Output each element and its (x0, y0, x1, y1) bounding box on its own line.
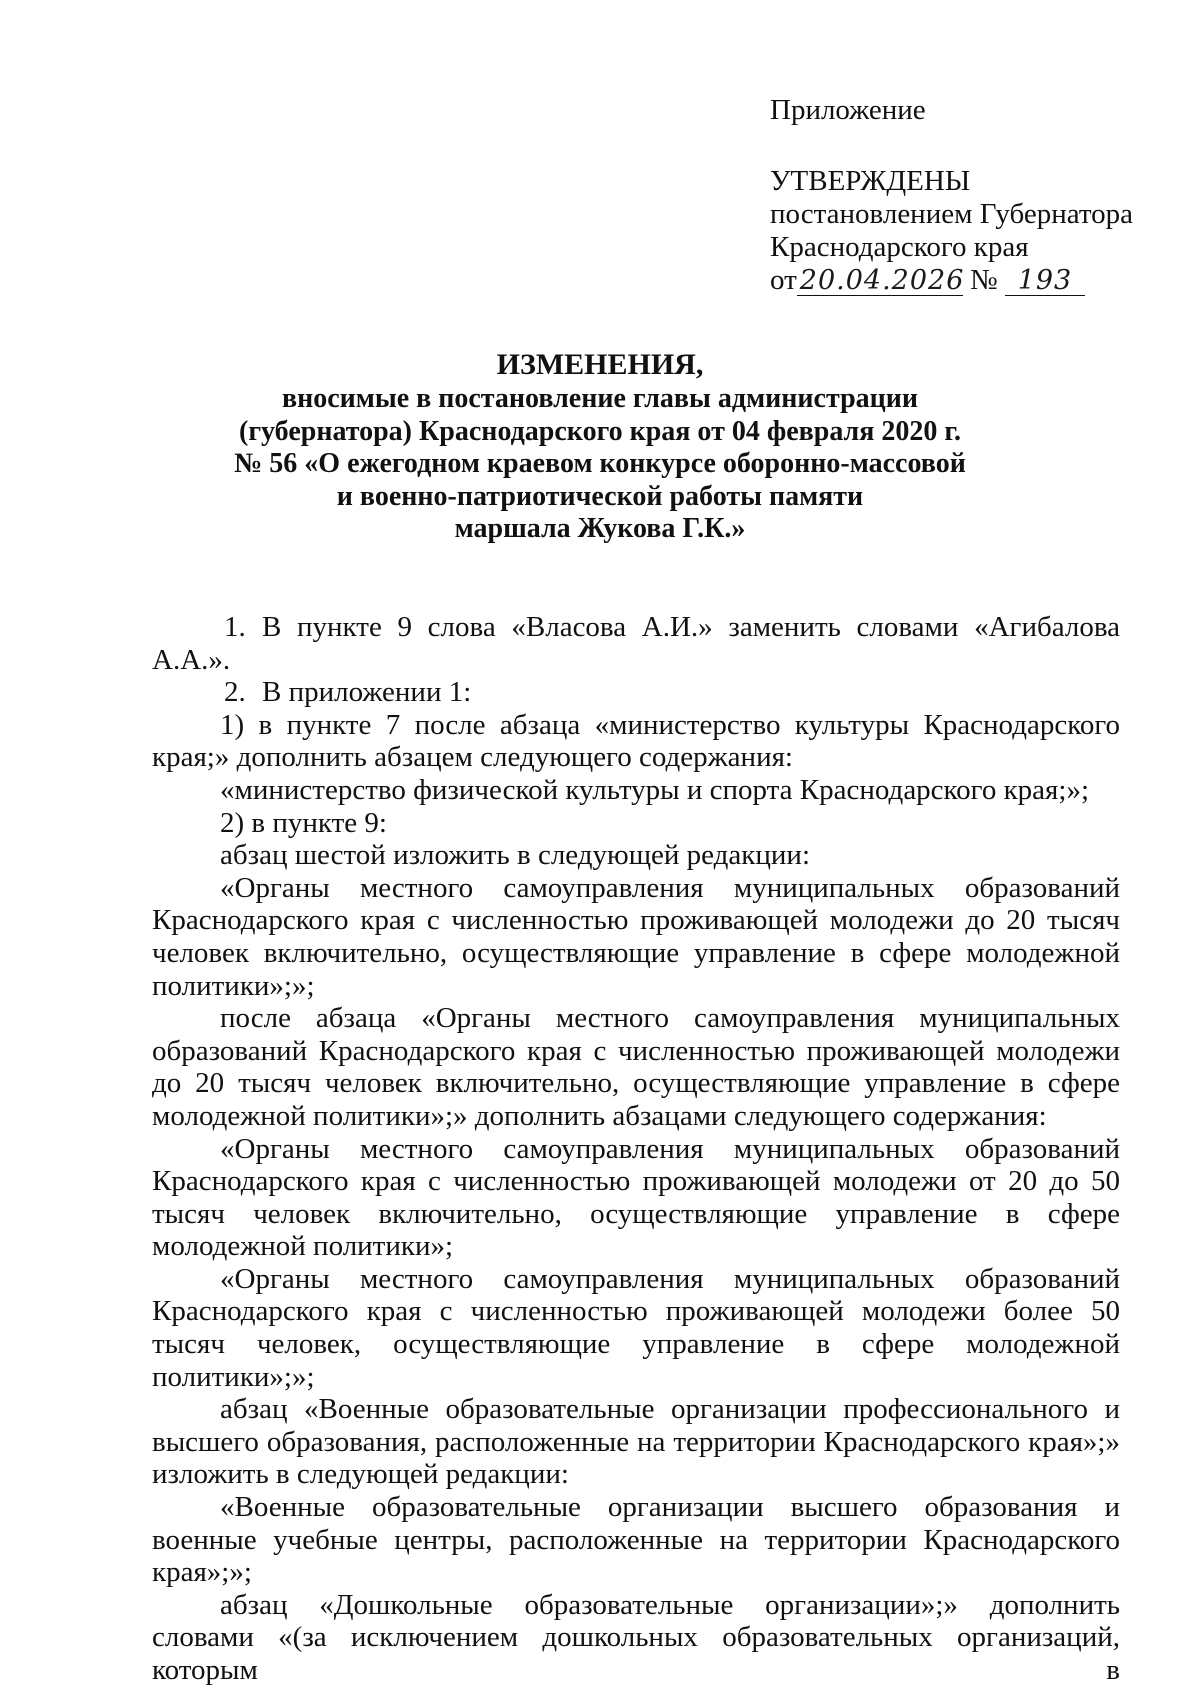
appendix-label: Приложение (770, 94, 926, 126)
document-title (130, 347, 1070, 546)
number-prefix: № (970, 264, 998, 296)
paragraph: «Военные образовательные организации высшего образования и военные учебные центры, расположенные на территории Краснодарского края»;»; (152, 1491, 1120, 1589)
paragraph: «министерство физической культуры и спорта Краснодарского края;»; (220, 773, 1090, 806)
title-line: и военно-патриотической работы памяти (336, 480, 864, 512)
list-item-number: 2. (224, 676, 246, 709)
date-number-line (770, 264, 1170, 297)
date-prefix: от (770, 264, 797, 296)
approved-region-line: Краснодарского края (770, 231, 1029, 263)
paragraph: 1) в пункте 7 после абзаца «министерство культуры Краснодарского края;» дополнить абзацем следующего содержания: (152, 708, 1120, 774)
approved-by-line: постановлением Губернатора (770, 198, 1134, 230)
list-item-number: 1. (224, 611, 246, 643)
title-heading: ИЗМЕНЕНИЯ, (496, 348, 704, 381)
paragraph: «Органы местного самоуправления муниципальных образований Краснодарского края с численностью проживающей молодежи от 20 до 50 тысяч человек включительно, осуществляющие управление в сфере молодежной политики»; (152, 1132, 1120, 1263)
paragraph: «Органы местного самоуправления муниципальных образований Краснодарского края с численностью проживающей молодежи до 20 тысяч человек включительно, осуществляющие управление в сфере молодежной политики»;»; (152, 871, 1120, 1002)
paragraph: абзац шестой изложить в следующей редакции: (220, 839, 810, 872)
paragraph: после абзаца «Органы местного самоуправления муниципальных образований Краснодарского края с численностью проживающей молодежи до 20 тысяч человек включительно, осуществляющие управление в сфере молодежной политики»;» дополнить абзацами следующего содержания: (152, 1002, 1120, 1132)
title-line: (губернатора) Краснодарского края от 04 февраля 2020 г. (239, 415, 961, 447)
title-line: вносимые в постановление главы администрации (281, 383, 919, 414)
paragraph: абзац «Военные образовательные организации профессионального и высшего образования, расположенные на территории Краснодарского края»;» изложить в следующей редакции: (152, 1393, 1120, 1491)
handwritten-number: 193 (1005, 267, 1085, 296)
approved-label: УТВЕРЖДЕНЫ (770, 165, 971, 197)
title-line: № 56 «О ежегодном краевом конкурсе оборонно-массовой (234, 448, 966, 479)
approval-header (770, 94, 1170, 297)
title-line: маршала Жукова Г.К.» (454, 513, 746, 544)
paragraph: 2) в пункте 9: (220, 806, 387, 839)
list-item-text: В пункте 9 слова «Власова А.И.» заменить словами «Агибалова А.А.». (152, 611, 1120, 676)
paragraph: «Органы местного самоуправления муниципальных образований Краснодарского края с численностью проживающей молодежи более 50 тысяч человек, осуществляющие управление в сфере молодежной политики»;»; (152, 1262, 1120, 1393)
document-body (152, 611, 1120, 1687)
paragraph: абзац «Дошкольные образовательные организации»;» дополнить словами «(за исключением дошкольных образовательных организаций, которым в (152, 1588, 1120, 1686)
list-item-1 (152, 611, 1120, 676)
list-item-text: В приложении 1: (262, 676, 472, 709)
list-item-2 (152, 676, 1120, 709)
handwritten-date: 20.04.2026 (797, 267, 963, 296)
